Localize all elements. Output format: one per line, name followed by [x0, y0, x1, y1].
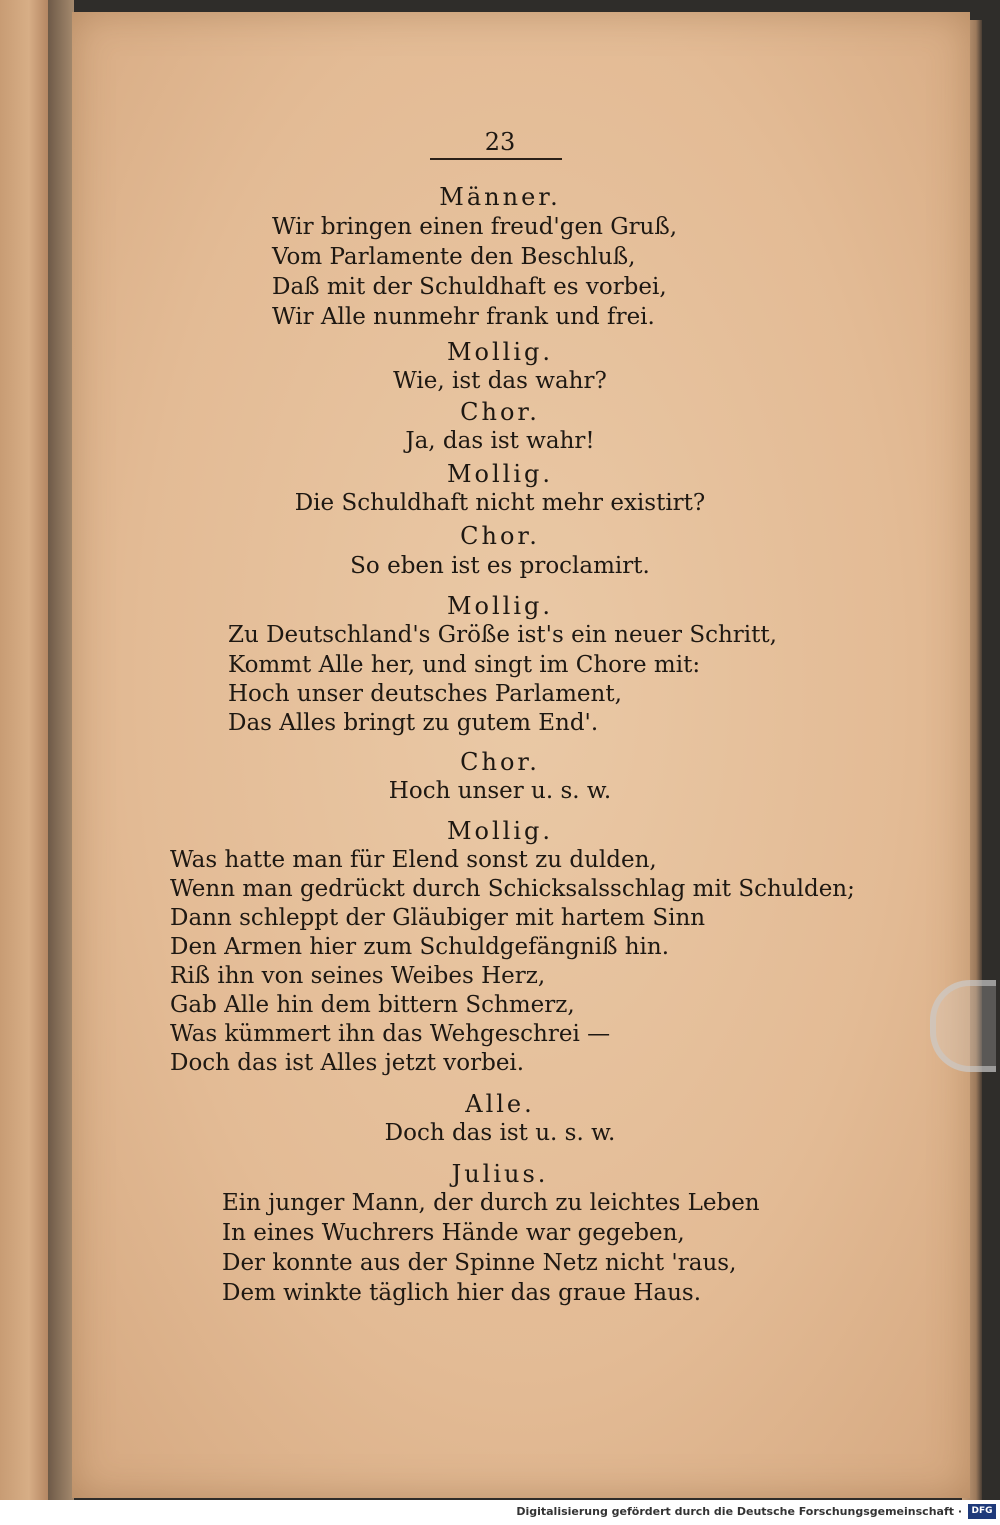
- verse-line: Dann schleppt der Gläubiger mit hartem Sinn: [170, 905, 706, 931]
- speaker-name: Julius.: [451, 1160, 549, 1188]
- footer-bar: [0, 1500, 1000, 1525]
- verse-line: Doch das ist Alles jetzt vorbei.: [170, 1050, 525, 1076]
- verse-line: Ja, das ist wahr!: [405, 428, 595, 454]
- funding-credit: Digitalisierung gefördert durch die Deutsche Forschungsgemeinschaft ·: [516, 1505, 962, 1518]
- verse-line: Hoch unser deutsches Parlament,: [228, 681, 622, 707]
- verse-line: Was hatte man für Elend sonst zu dulden,: [170, 847, 657, 873]
- verse-line: Den Armen hier zum Schuldgefängniß hin.: [170, 934, 670, 960]
- verse-line: Wir Alle nunmehr frank und frei.: [272, 304, 655, 330]
- previous-page-edge: [0, 0, 50, 1500]
- speaker-name: Chor.: [460, 398, 540, 426]
- verse-line: Was kümmert ihn das Wehgeschrei —: [170, 1021, 611, 1047]
- header-rule: [430, 158, 562, 160]
- verse-line: Gab Alle hin dem bittern Schmerz,: [170, 992, 575, 1018]
- verse-line: Der konnte aus der Spinne Netz nicht 'raus,: [222, 1250, 737, 1276]
- speaker-name: Mollig.: [446, 460, 554, 488]
- verse-line: Wir bringen einen freud'gen Gruß,: [272, 214, 678, 240]
- verse-line: Das Alles bringt zu gutem End'.: [228, 710, 599, 736]
- verse-line: Kommt Alle her, und singt im Chore mit:: [228, 652, 701, 678]
- verse-line: Hoch unser u. s. w.: [388, 778, 612, 804]
- speaker-name: Chor.: [460, 522, 540, 550]
- verse-line: Ein junger Mann, der durch zu leichtes Leben: [222, 1190, 760, 1216]
- book-gutter: [48, 0, 74, 1500]
- verse-line: Vom Parlamente den Beschluß,: [272, 244, 636, 270]
- verse-line: So eben ist es proclamirt.: [350, 553, 650, 579]
- speaker-name: Alle.: [465, 1090, 535, 1118]
- verse-line: Riß ihn von seines Weibes Herz,: [170, 963, 546, 989]
- speaker-name: Mollig.: [446, 338, 554, 366]
- verse-line: Wenn man gedrückt durch Schicksalsschlag mit Schulden;: [170, 876, 855, 902]
- page-number: 23: [484, 128, 516, 156]
- verse-line: Dem winkte täglich hier das graue Haus.: [222, 1280, 702, 1306]
- verse-line: Doch das ist u. s. w.: [384, 1120, 616, 1146]
- dfg-logo: DFG: [968, 1504, 996, 1519]
- verse-line: Zu Deutschland's Größe ist's ein neuer Schritt,: [228, 622, 777, 648]
- speaker-name: Mollig.: [446, 817, 554, 845]
- verse-line: Wie, ist das wahr?: [393, 368, 607, 394]
- speaker-name: Chor.: [460, 748, 540, 776]
- verse-line: Daß mit der Schuldhaft es vorbei,: [272, 274, 667, 300]
- page-clip: [930, 980, 996, 1072]
- verse-line: Die Schuldhaft nicht mehr existirt?: [294, 490, 706, 516]
- speaker-name: Mollig.: [446, 592, 554, 620]
- verse-line: In eines Wuchrers Hände war gegeben,: [222, 1220, 685, 1246]
- speaker-name: Männer.: [439, 183, 561, 211]
